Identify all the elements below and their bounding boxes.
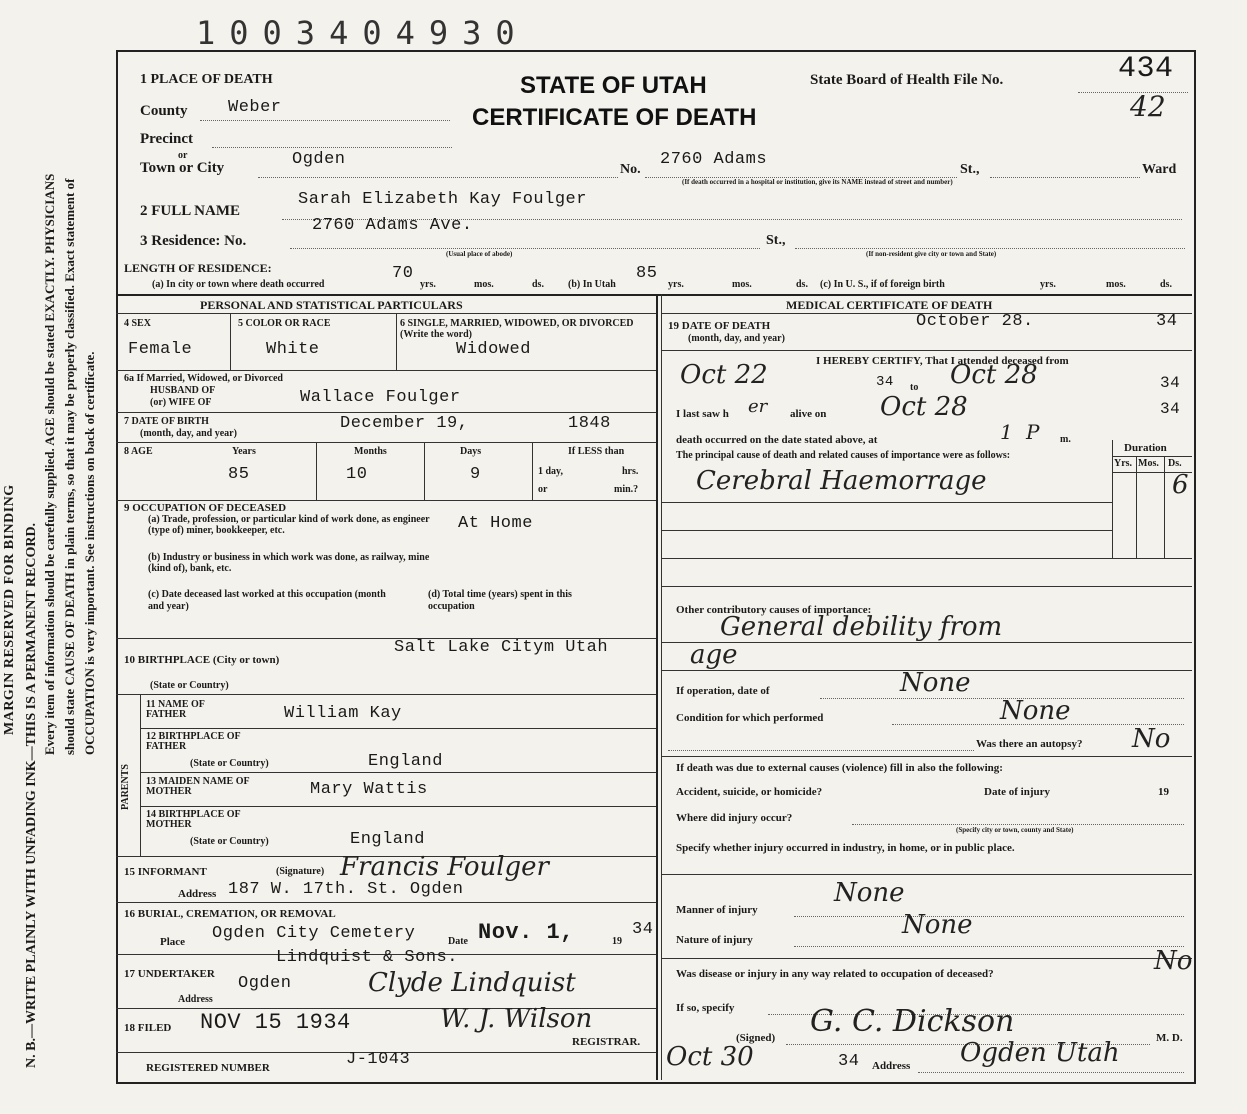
- margin-instructions-1: Every item of information should be carefully supplied. AGE should be stated EXACTLY. PHYSICIANS: [42, 173, 57, 755]
- street-no-label: No.: [620, 162, 641, 177]
- abode-note: (Usual place of abode): [446, 250, 513, 258]
- mother-bp-state: (State or Country): [190, 836, 269, 847]
- occupation-value: At Home: [458, 514, 533, 533]
- place-of-death-label: 1 PLACE OF DEATH: [140, 72, 273, 87]
- filed-label: 18 FILED: [124, 1022, 172, 1034]
- dob-year: 1848: [568, 414, 611, 433]
- death-time-pm: P: [1026, 420, 1040, 444]
- attended-to: Oct 28: [950, 360, 1038, 390]
- signed-date: Oct 30: [666, 1042, 754, 1072]
- injury-year-prefix: 19: [1158, 786, 1169, 798]
- serial-number: 1003404930: [196, 14, 529, 52]
- reg-number: J-1043: [346, 1050, 411, 1069]
- father-bp-state: (State or Country): [190, 758, 269, 769]
- contrib-value-1: General debility from: [720, 612, 1003, 642]
- duration-ds: Ds.: [1168, 458, 1182, 469]
- residence-st-label: St.,: [766, 233, 786, 248]
- operation-label: If operation, date of: [676, 685, 770, 697]
- physician-signature: G. C. Dickson: [810, 1004, 1015, 1039]
- county-label: County: [140, 103, 188, 119]
- burial-year: 34: [632, 920, 654, 939]
- personal-heading: PERSONAL AND STATISTICAL PARTICULARS: [200, 298, 463, 312]
- certificate-title: CERTIFICATE OF DEATH: [472, 104, 757, 131]
- mother-label: 13 MAIDEN NAME OF MOTHER: [146, 776, 250, 797]
- death-time: 1: [1000, 420, 1013, 444]
- specify-industry-label: Specify whether injury occurred in industry, in home, or in public place.: [676, 842, 1015, 854]
- nature-label: Nature of injury: [676, 934, 753, 946]
- months-label: Months: [354, 446, 387, 457]
- street-value: 2760 Adams: [660, 150, 768, 169]
- mos-label-c: mos.: [1106, 279, 1126, 290]
- signed-label: (Signed): [736, 1032, 776, 1044]
- last-saw-her: er: [748, 396, 768, 417]
- margin-permanent-record-note: N. B.—WRITE PLAINLY WITH UNFADING INK—THIS IS A PERMANENT RECORD.: [24, 522, 39, 1068]
- where-injury-label: Where did injury occur?: [676, 812, 793, 824]
- if-so-label: If so, specify: [676, 1002, 735, 1014]
- dod-year: 34: [1156, 312, 1178, 331]
- less-day-label: 1 day,: [538, 466, 564, 477]
- age-years: 85: [228, 465, 250, 484]
- informant-address: 187 W. 17th. St. Ogden: [228, 880, 464, 899]
- residence-value: 2760 Adams Ave.: [312, 216, 473, 235]
- condition-value: None: [1000, 696, 1071, 726]
- length-residence-label: LENGTH OF RESIDENCE:: [124, 261, 272, 275]
- to-label: to: [910, 382, 919, 393]
- father-value: William Kay: [284, 704, 402, 723]
- dod-label: 19 DATE OF DEATH: [668, 320, 771, 332]
- undertaker-signature: Clyde Lindquist: [368, 968, 576, 998]
- to-year: 34: [1160, 374, 1181, 392]
- or-label: or: [178, 150, 188, 161]
- residence-label: 3 Residence: No.: [140, 233, 247, 249]
- margin-instructions-2: should state CAUSE OF DEATH in plain terms, so that it may be properly classified. Exact statement of: [62, 178, 77, 755]
- undertaker-address-label: Address: [178, 994, 213, 1005]
- marital-value: Widowed: [456, 340, 531, 359]
- race-value: White: [266, 340, 320, 359]
- occurred-label: death occurred on the date stated above, at: [676, 434, 878, 446]
- mos-label-a: mos.: [474, 279, 494, 290]
- informant-address-label: Address: [178, 888, 217, 900]
- residence-city-years: 70: [392, 264, 414, 283]
- death-time-m: m.: [1060, 434, 1071, 445]
- burial-year-prefix: 19: [612, 936, 622, 947]
- file-no-label: State Board of Health File No.: [810, 72, 1004, 88]
- cause-duration-days: 6: [1172, 470, 1189, 500]
- mother-bp-value: England: [350, 830, 425, 849]
- last-saw-label: I last saw h: [676, 408, 729, 420]
- race-label: 5 COLOR OR RACE: [238, 318, 331, 329]
- yrs-label-b: yrs.: [668, 279, 684, 290]
- age-label: 8 AGE: [124, 446, 153, 457]
- file-no-2: 42: [1130, 90, 1166, 123]
- signature-label: (Signature): [276, 866, 325, 877]
- occupation-c-label: (c) Date deceased last worked at this occupation (month and year): [148, 589, 386, 612]
- occ-related-label: Was disease or injury in any way related to occupation of deceased?: [676, 968, 994, 980]
- age-days: 9: [470, 465, 481, 484]
- operation-value: None: [900, 668, 971, 698]
- ds-label-c: ds.: [1160, 279, 1172, 290]
- burial-place: Ogden City Cemetery: [212, 924, 416, 943]
- ward-label: Ward: [1142, 162, 1177, 177]
- manner-label: Manner of injury: [676, 904, 758, 916]
- signed-year: 34: [838, 1052, 860, 1071]
- physician-address: Ogden Utah: [960, 1038, 1120, 1068]
- burial-date-label: Date: [448, 936, 468, 947]
- burial-place-label: Place: [160, 936, 186, 948]
- mos-label-b: mos.: [732, 279, 752, 290]
- autopsy-label: Was there an autopsy?: [976, 738, 1083, 750]
- county-value: Weber: [228, 98, 282, 117]
- informant-signature: Francis Foulger: [340, 852, 549, 882]
- birthplace-label: 10 BIRTHPLACE (City or town): [124, 654, 280, 666]
- occupation-label: 9 OCCUPATION OF DECEASED: [124, 502, 287, 514]
- spouse-value: Wallace Foulger: [300, 388, 461, 407]
- sex-value: Female: [128, 340, 193, 359]
- nonres-note: (If non-resident give city or town and State): [866, 250, 997, 258]
- street-st-label: St.,: [960, 162, 980, 177]
- reg-number-label: REGISTERED NUMBER: [146, 1062, 270, 1074]
- ds-label-a: ds.: [532, 279, 544, 290]
- manner-value: None: [834, 878, 905, 908]
- marital-label: 6 SINGLE, MARRIED, WIDOWED, OR DIVORCED (Write the word): [400, 318, 634, 340]
- occ-related-value: No: [1154, 946, 1193, 976]
- external-causes-label: If death was due to external causes (violence) fill in also the following:: [676, 762, 1003, 774]
- dod-value: October 28.: [916, 312, 1034, 331]
- parents-label: PARENTS: [120, 764, 131, 810]
- duration-label: Duration: [1124, 442, 1167, 454]
- occupation-b-label: (b) Industry or business in which work was done, as railway, mine (kind of), bank, etc.: [148, 552, 430, 574]
- medical-heading: MEDICAL CERTIFICATE OF DEATH: [786, 298, 993, 312]
- undertaker-address: Ogden: [238, 974, 292, 993]
- margin-instructions-3: OCCUPATION is very important. See instructions on back of certificate.: [82, 351, 97, 755]
- min-label: min.?: [614, 484, 639, 495]
- mother-value: Mary Wattis: [310, 780, 428, 799]
- certify-label: I HEREBY CERTIFY, That I attended deceased from: [816, 355, 1069, 367]
- margin-binding-note: MARGIN RESERVED FOR BINDING: [2, 484, 17, 735]
- cause-value: Cerebral Haemorrage: [696, 466, 987, 496]
- yrs-label-c: yrs.: [1040, 279, 1056, 290]
- nature-value: None: [902, 910, 973, 940]
- birthplace-value: Salt Lake Citym Utah: [394, 638, 609, 657]
- father-label: 11 NAME OF FATHER: [146, 699, 205, 720]
- days-label: Days: [460, 446, 482, 457]
- father-bp-label: 12 BIRTHPLACE OF FATHER: [146, 731, 241, 752]
- alive-year: 34: [1160, 400, 1181, 418]
- injury-date-label: Date of injury: [984, 786, 1050, 798]
- informant-label: 15 INFORMANT: [124, 866, 207, 878]
- alive-on-label: alive on: [790, 408, 827, 420]
- duration-yrs: Yrs.: [1114, 458, 1133, 469]
- state-title: STATE OF UTAH: [520, 72, 707, 99]
- hospital-note: (If death occurred in a hospital or institution, give its NAME instead of street and number): [682, 178, 953, 186]
- attended-from: Oct 22: [680, 360, 768, 390]
- occupation-d-label: (d) Total time (years) spent in this occupation: [428, 589, 572, 612]
- dod-sub: (month, day, and year): [688, 333, 785, 344]
- residence-utah-label: (b) In Utah: [568, 279, 616, 290]
- spouse-label-b: HUSBAND OF: [150, 385, 216, 396]
- accident-label: Accident, suicide, or homicide?: [676, 786, 823, 798]
- from-year: 34: [876, 374, 894, 390]
- ds-label-b: ds.: [796, 279, 808, 290]
- physician-address-label: Address: [872, 1060, 911, 1072]
- spouse-label-c: (or) WIFE OF: [150, 397, 212, 408]
- spouse-label-a: 6a If Married, Widowed, or Divorced: [124, 373, 283, 384]
- town-label: Town or City: [140, 160, 225, 176]
- years-label: Years: [232, 446, 256, 457]
- filed-date: NOV 15 1934: [200, 1010, 351, 1035]
- autopsy-value: No: [1132, 724, 1171, 754]
- cause-label: The principal cause of death and related causes of importance were as follows:: [676, 450, 1011, 461]
- undertaker-label: 17 UNDERTAKER: [124, 968, 215, 980]
- less-than-label: If LESS than: [568, 446, 625, 457]
- age-months: 10: [346, 465, 368, 484]
- precinct-label: Precinct: [140, 131, 194, 147]
- residence-city-label: (a) In city or town where death occurred: [152, 279, 325, 290]
- md-label: M. D.: [1156, 1032, 1183, 1044]
- burial-label: 16 BURIAL, CREMATION, OR REMOVAL: [124, 908, 336, 920]
- specify-city-note: (Specify city or town, county and State): [956, 826, 1074, 834]
- occupation-a-label: (a) Trade, profession, or particular kind of work done, as engineer (type of) miner, bookkeeper, etc.: [148, 514, 430, 536]
- dob-value: December 19,: [340, 414, 469, 433]
- town-value: Ogden: [292, 150, 346, 169]
- sex-label: 4 SEX: [124, 318, 151, 329]
- registrar-label: REGISTRAR.: [572, 1036, 641, 1048]
- registrar-signature: W. J. Wilson: [440, 1004, 593, 1034]
- undertaker-name: Lindquist & Sons.: [276, 948, 458, 967]
- contrib-value-2: age: [690, 640, 738, 670]
- father-bp-value: England: [368, 752, 443, 771]
- burial-date: Nov. 1,: [478, 920, 574, 945]
- birthplace-state-label: (State or Country): [150, 680, 229, 691]
- residence-us-label: (c) In U. S., if of foreign birth: [820, 279, 945, 290]
- alive-date: Oct 28: [880, 392, 968, 422]
- dob-label: 7 DATE OF BIRTH: [124, 416, 209, 427]
- yrs-label-a: yrs.: [420, 279, 436, 290]
- residence-utah-years: 85: [636, 264, 658, 283]
- hrs-label: hrs.: [622, 466, 639, 477]
- or-min-label: or: [538, 484, 548, 495]
- mother-bp-label: 14 BIRTHPLACE OF MOTHER: [146, 809, 241, 830]
- dob-sub: (month, day, and year): [140, 428, 237, 439]
- full-name-value: Sarah Elizabeth Kay Foulger: [298, 190, 587, 209]
- condition-label: Condition for which performed: [676, 712, 824, 724]
- contrib-label: Other contributory causes of importance:: [676, 604, 872, 616]
- duration-mos: Mos.: [1138, 458, 1159, 469]
- full-name-label: 2 FULL NAME: [140, 203, 241, 219]
- file-no: 434: [1118, 52, 1174, 86]
